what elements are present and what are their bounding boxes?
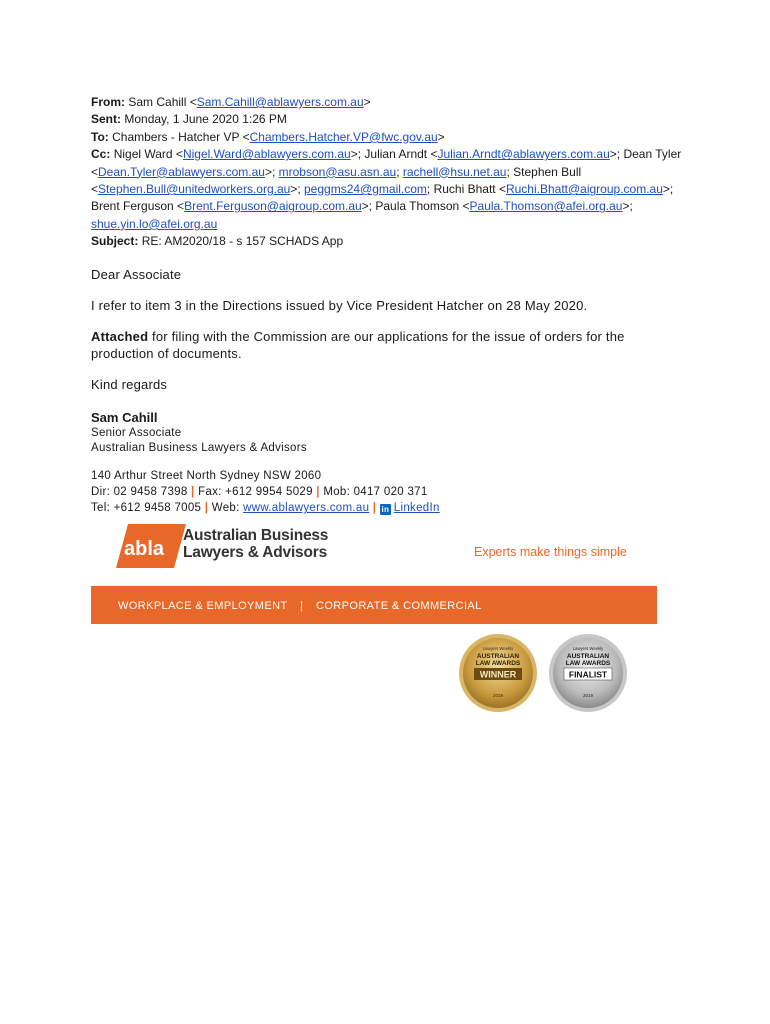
greeting: Dear Associate [91, 267, 182, 282]
to-email-link[interactable]: Chambers.Hatcher.VP@fwc.gov.au [249, 129, 438, 144]
fax-number: Fax: +612 9954 5029 [198, 486, 313, 498]
cc-separator: >; [361, 199, 376, 214]
cc-list [91, 147, 681, 231]
cc-line [91, 146, 691, 233]
logo-mark-text: abla [124, 538, 165, 560]
logo-line-1: Australian Business [183, 527, 329, 544]
cc-email-link[interactable]: Ruchi.Bhatt@aigroup.com.au [505, 182, 663, 197]
badge-line-1: AUSTRALIAN [566, 653, 610, 660]
direct-phone: Dir: 02 9458 7398 [91, 486, 188, 498]
subject-value: RE: AM2020/18 - s 157 SCHADS App [141, 234, 344, 249]
cc-email-link[interactable]: mrobson@asu.asn.au [278, 164, 397, 179]
badge-line-2: LAW AWARDS [565, 660, 611, 667]
cc-recipient-name: Julian Arndt < [364, 147, 438, 162]
tagline: Experts make things simple [474, 545, 627, 559]
badge-publisher: Lawyers Weekly [482, 646, 514, 651]
linkedin-link[interactable]: LinkedIn [393, 502, 440, 514]
email-header [91, 94, 691, 251]
practice-areas-banner [91, 586, 657, 624]
from-label: From: [91, 95, 125, 109]
signature-company: Australian Business Lawyers & Advisors [91, 442, 307, 454]
website-link[interactable]: www.ablawyers.com.au [243, 502, 370, 514]
cc-recipient-name: Brent Ferguson < [91, 199, 185, 214]
sent-label: Sent: [91, 112, 121, 127]
logo-wordmark [183, 527, 328, 561]
cc-email-link[interactable]: Paula.Thomson@afei.org.au [469, 199, 623, 214]
cc-separator: >; [622, 199, 633, 214]
badge-year: 2019 [582, 693, 594, 698]
phone-line [91, 484, 440, 500]
badge-year: 2019 [492, 693, 504, 698]
cc-email-link[interactable]: rachell@hsu.net.au [402, 164, 507, 179]
cc-email-link[interactable]: peggms24@gmail.com [304, 182, 427, 197]
cc-separator: ; [426, 182, 434, 197]
badge-line-1: AUSTRALIAN [476, 653, 520, 660]
separator: | [191, 486, 195, 498]
cc-separator: >; [662, 182, 674, 197]
award-finalist-badge [548, 633, 628, 713]
to-name: Chambers - Hatcher VP < [112, 129, 250, 144]
cc-email-link[interactable]: Stephen.Bull@unitedworkers.org.au [98, 182, 291, 197]
cc-recipient-name: Nigel Ward < [113, 147, 183, 162]
cc-recipient-name: Paula Thomson < [375, 199, 470, 214]
telephone-number: Tel: +612 9458 7005 [91, 502, 202, 514]
separator: | [316, 486, 320, 498]
cc-separator: >; [290, 182, 304, 197]
address: 140 Arthur Street North Sydney NSW 2060 [91, 470, 322, 482]
from-email-link[interactable]: Sam.Cahill@ablawyers.com.au [196, 95, 364, 109]
signature-title: Senior Associate [91, 427, 182, 439]
email-body [91, 266, 691, 407]
cc-email-link[interactable]: Dean.Tyler@ablawyers.com.au [98, 164, 265, 179]
paragraph-attached [91, 328, 691, 362]
contact-details [91, 468, 440, 516]
cc-separator: ; [506, 164, 514, 179]
attached-bold: Attached [91, 329, 149, 344]
cc-email-link[interactable]: Brent.Ferguson@aigroup.com.au [184, 199, 362, 214]
cc-recipient-name: Ruchi Bhatt < [433, 182, 506, 197]
cc-email-link[interactable]: Julian.Arndt@ablawyers.com.au [437, 147, 610, 162]
to-line: To: Chambers - Hatcher VP <Chambers.Hatcher.VP@fwc.gov.au> [91, 129, 445, 144]
cc-separator: >; [264, 164, 279, 179]
cc-separator: >; [350, 147, 365, 162]
banner-corporate: CORPORATE & COMMERCIAL [316, 600, 482, 612]
sent-line [91, 111, 691, 128]
web-line [91, 500, 440, 516]
closing: Kind regards [91, 377, 168, 392]
signature-block [91, 409, 691, 456]
to-label: To: [91, 129, 109, 144]
cc-label: Cc: [91, 147, 111, 162]
from-line: From: Sam Cahill <Sam.Cahill@ablawyers.com.au> [91, 95, 371, 109]
web-label: Web: [211, 502, 244, 514]
award-winner-badge [458, 633, 538, 713]
banner-workplace: WORKPLACE & EMPLOYMENT [118, 600, 288, 612]
cc-separator: ; [396, 164, 403, 179]
subject-line [91, 233, 691, 250]
cc-recipient-name: Dean Tyler < [91, 147, 682, 179]
subject-label: Subject: [91, 234, 139, 249]
separator: | [204, 502, 209, 514]
separator: | [372, 502, 377, 514]
cc-recipient-name: Stephen Bull < [91, 164, 582, 197]
logo-line-2: Lawyers & Advisors [183, 544, 327, 561]
sent-value: Monday, 1 June 2020 1:26 PM [124, 112, 287, 127]
linkedin-icon[interactable]: in [381, 505, 390, 514]
badge-line-2: LAW AWARDS [475, 660, 521, 667]
badge-status: FINALIST [568, 669, 608, 680]
attached-rest: for filing with the Commission are our applications for the issue of orders for the production of documents. [91, 329, 625, 361]
banner-separator: | [300, 600, 304, 612]
from-name: Sam Cahill < [128, 95, 197, 109]
badge-status: WINNER [479, 669, 517, 680]
badge-publisher: Lawyers Weekly [572, 646, 604, 651]
cc-email-link[interactable]: Nigel.Ward@ablawyers.com.au [182, 147, 351, 162]
cc-email-link[interactable]: shue.yin.lo@afei.org.au [91, 216, 218, 231]
paragraph-directions: I refer to item 3 in the Directions issued by Vice President Hatcher on 28 May 2020. [91, 298, 588, 313]
signature-name: Sam Cahill [91, 410, 158, 425]
mobile-number: Mob: 0417 020 371 [323, 486, 428, 498]
cc-separator: >; [609, 147, 624, 162]
